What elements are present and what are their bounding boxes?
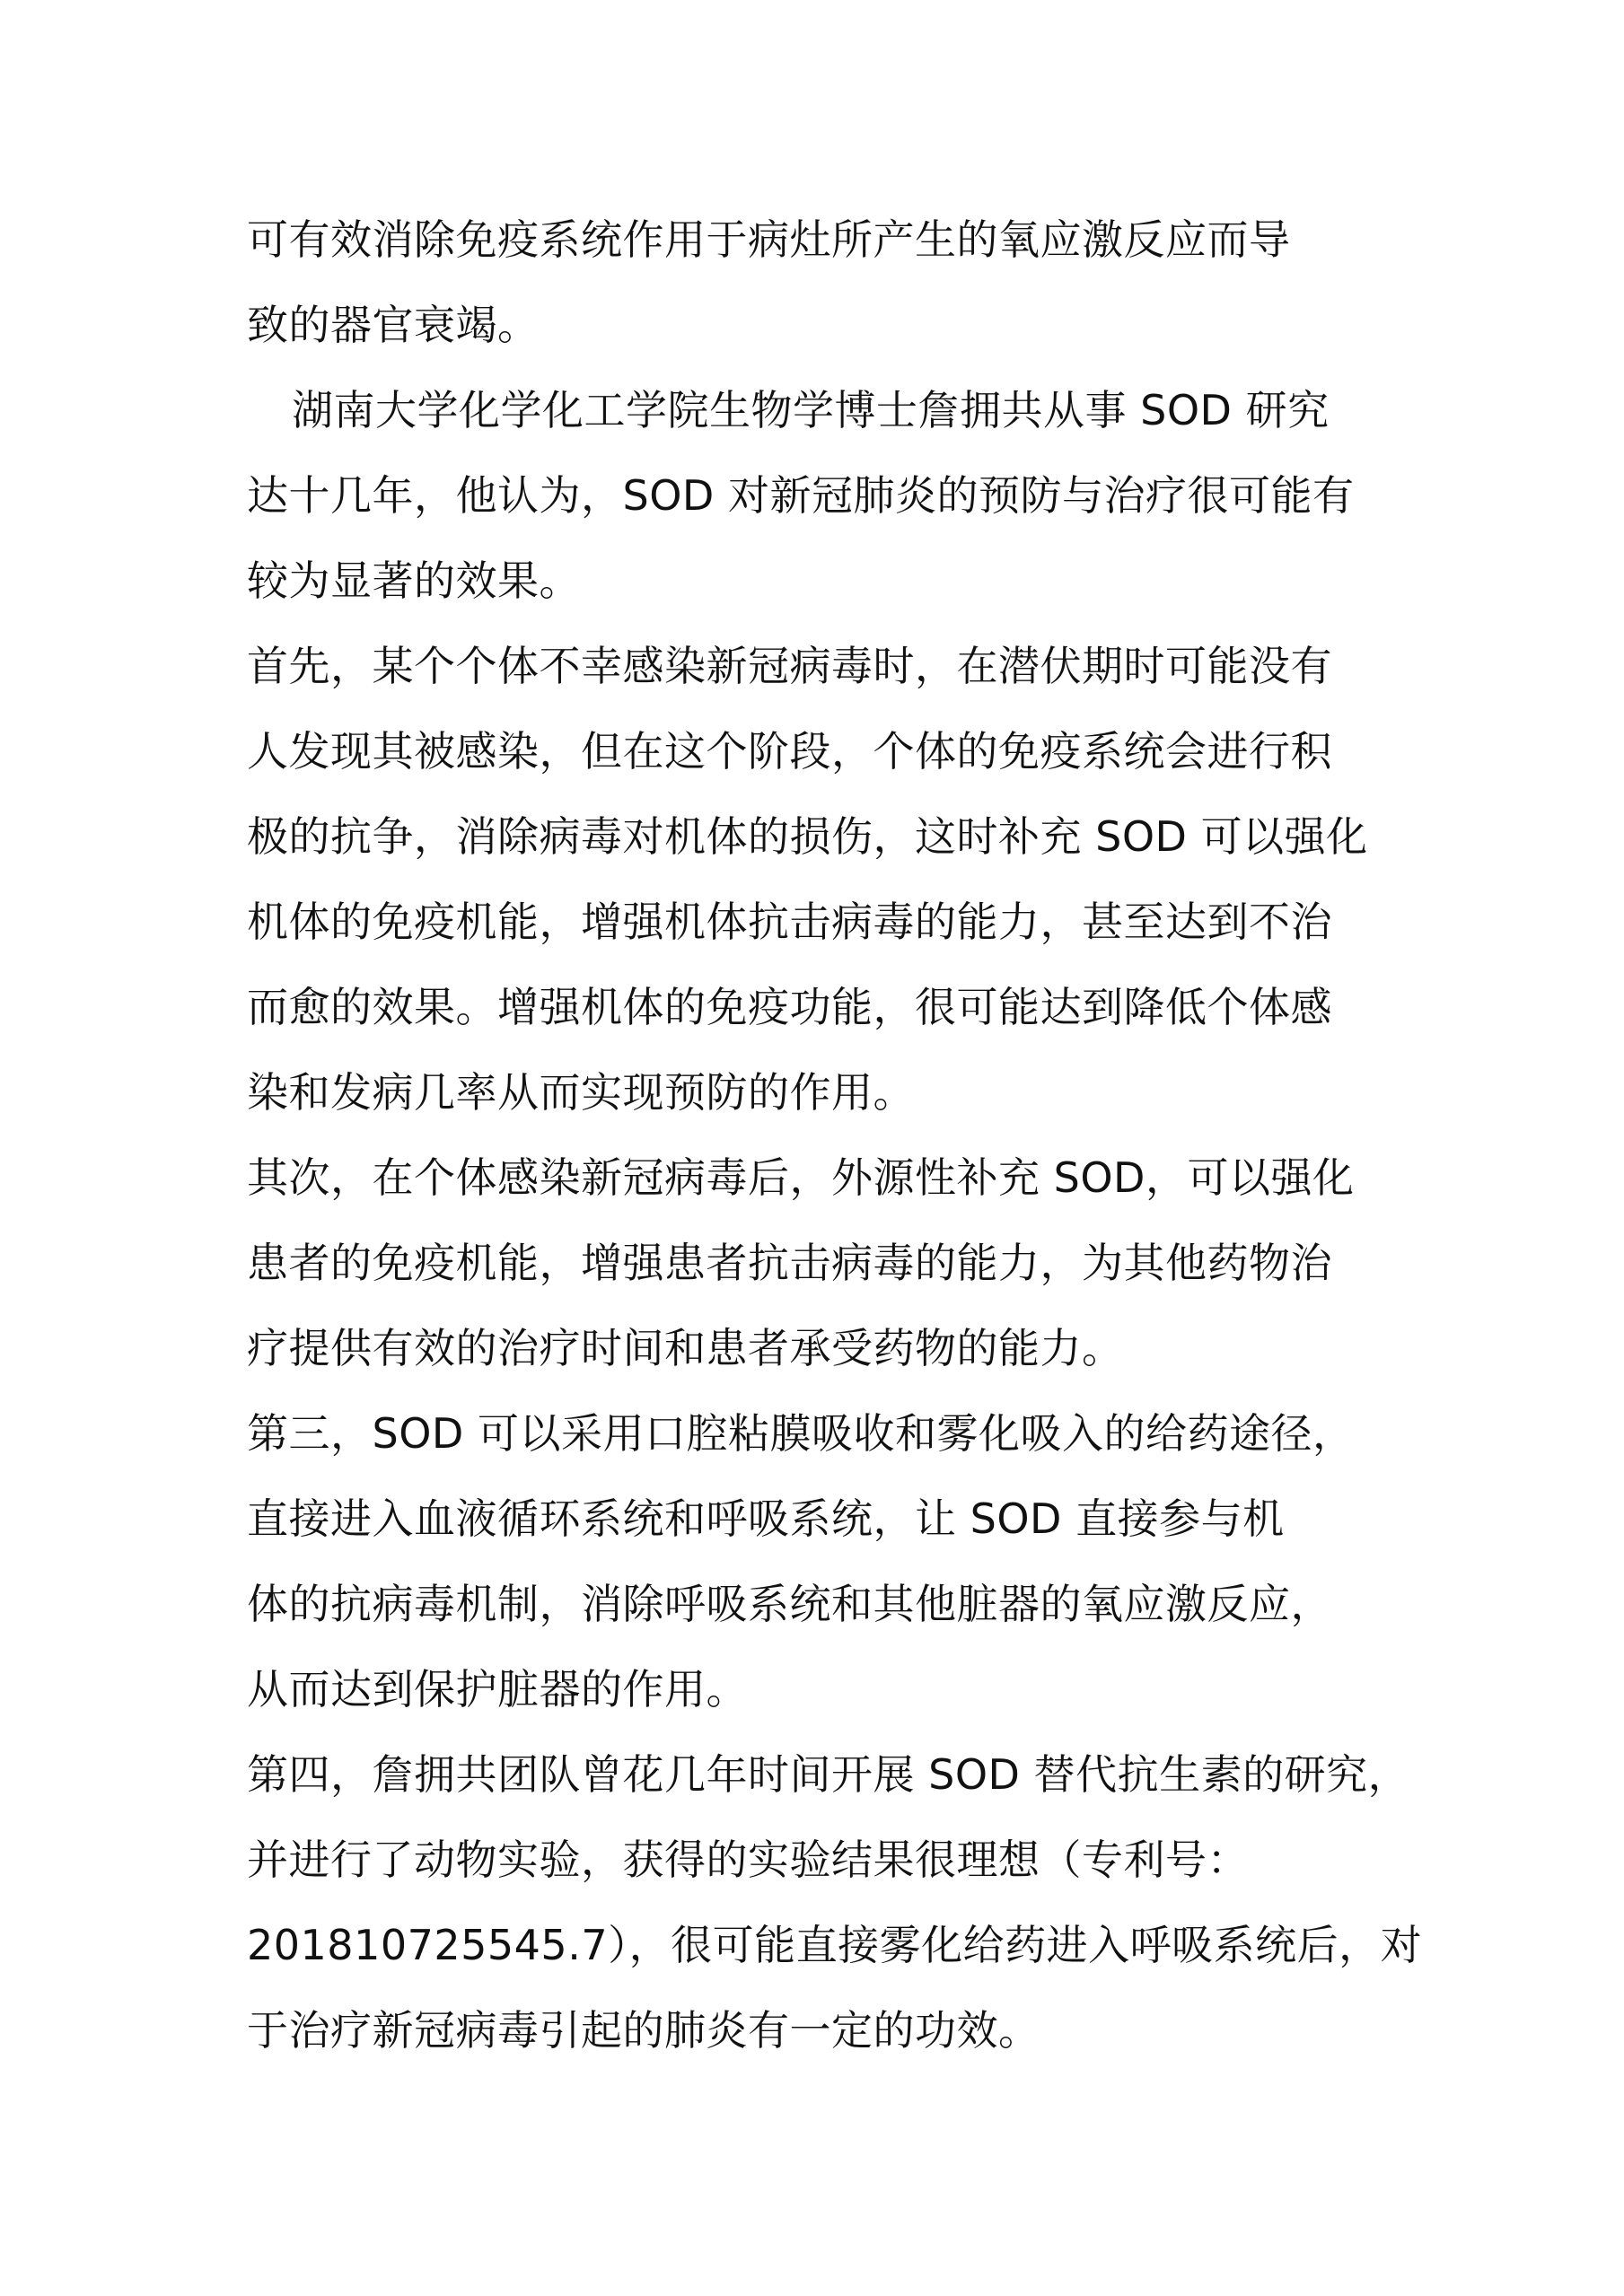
text-line-5: 较为显著的效果。: [247, 556, 581, 605]
text-line-10: 而愈的效果。增强机体的免疫功能，很可能达到降低个体感: [247, 983, 1332, 1031]
text-line-11: 染和发病几率从而实现预防的作用。: [247, 1068, 915, 1117]
text-line-22: 于治疗新冠病毒引起的肺炎有一定的功效。: [247, 2006, 1040, 2055]
text-line-14: 疗提供有效的治疗时间和患者承受药物的能力。: [247, 1324, 1124, 1372]
text-line-2: 致的器官衰竭。: [247, 301, 540, 349]
text-line-16: 直接进入血液循环系统和呼吸系统，让 SOD 直接参与机: [247, 1494, 1285, 1543]
text-line-20: 并进行了动物实验，获得的实验结果很理想（专利号：: [247, 1836, 1249, 1884]
text-line-3: 湖南大学化学化工学院生物学博士詹拥共从事 SOD 研究: [292, 386, 1330, 434]
text-line-18: 从而达到保护脏器的作用。: [247, 1665, 748, 1713]
text-line-21: 201810725545.7），很可能直接雾化给药进入呼吸系统后，对: [247, 1921, 1423, 1969]
text-line-8: 极的抗争，消除病毒对机体的损伤，这时补充 SOD 可以强化: [247, 812, 1368, 861]
text-line-15: 第三，SOD 可以采用口腔粘膜吸收和雾化吸入的给药途径，: [247, 1409, 1355, 1458]
text-line-12: 其次，在个体感染新冠病毒后，外源性补充 SOD，可以强化: [247, 1153, 1355, 1202]
text-line-6: 首先，某个个体不幸感染新冠病毒时，在潜伏期时可能没有: [247, 642, 1332, 690]
text-line-4: 达十几年，他认为，SOD 对新冠肺炎的预防与治疗很可能有: [247, 471, 1355, 520]
text-line-9: 机体的免疫机能，增强机体抗击病毒的能力，甚至达到不治: [247, 898, 1332, 946]
text-line-13: 患者的免疫机能，增强患者抗击病毒的能力，为其他药物治: [247, 1239, 1332, 1287]
text-line-7: 人发现其被感染，但在这个阶段，个体的免疫系统会进行积: [247, 727, 1332, 776]
text-line-19: 第四，詹拥共团队曾花几年时间开展 SOD 替代抗生素的研究，: [247, 1750, 1410, 1799]
text-line-17: 体的抗病毒机制，消除呼吸系统和其他脏器的氧应激反应，: [247, 1580, 1332, 1628]
text-line-1: 可有效消除免疫系统作用于病灶所产生的氧应激反应而导: [247, 215, 1291, 264]
